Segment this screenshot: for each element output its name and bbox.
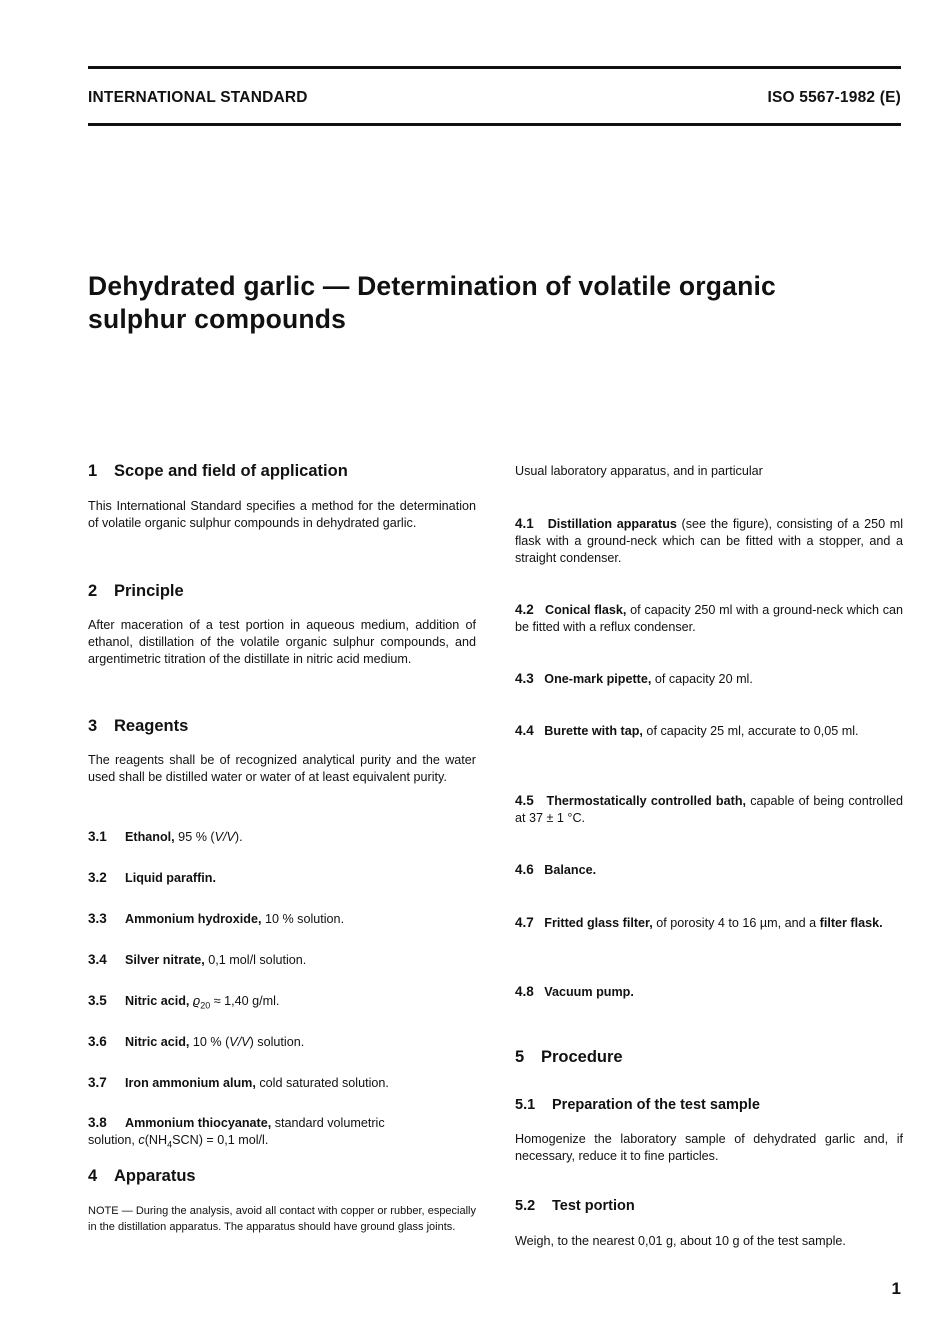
subsection-5-1-body: Homogenize the laboratory sample of dehydrated garlic and, if necessary, reduce it to fine particles. <box>515 1132 903 1163</box>
document-title <box>88 270 908 336</box>
apparatus-4-2 <box>515 601 903 636</box>
item-number: 4.7 <box>515 915 534 930</box>
item-term: Balance. <box>544 863 597 877</box>
item-text: of capacity 20 ml. <box>651 672 753 686</box>
item-number: 3.5 <box>88 993 107 1008</box>
item-text: (see the figure), consisting of a 250 ml flask with a ground-neck which can be fitted with a stopper, and a straight condenser. <box>515 517 904 565</box>
item-number: 3.7 <box>88 1075 107 1090</box>
item-term: Conical flask, <box>545 603 627 617</box>
item-tail: ) solution. <box>249 1035 305 1049</box>
item-tail: ). <box>234 830 243 844</box>
density-symbol: $ϱ_{20}$ <box>192 994 211 1011</box>
reagent-3-7 <box>88 1074 389 1092</box>
apparatus-4-3 <box>515 670 903 688</box>
section-3-heading <box>88 717 188 736</box>
section-title: Reagents <box>114 717 189 735</box>
section-title: Apparatus <box>114 1167 196 1185</box>
item-term: Liquid paraffin. <box>125 871 216 885</box>
section-title: Principle <box>114 582 184 600</box>
section-number: 4 <box>88 1167 98 1185</box>
item-text: of capacity 250 ml with a ground-neck which can be fitted with a reflux condenser. <box>515 603 903 634</box>
title-line-1: Dehydrated garlic — Determination of volatile organic <box>88 271 776 301</box>
subsection-5-2-body: Weigh, to the nearest 0,01 g, about 10 g of the test sample. <box>515 1234 846 1248</box>
item-text: 95 % ( <box>174 830 215 844</box>
item-term: One-mark pipette, <box>544 672 652 686</box>
header-left: INTERNATIONAL STANDARD <box>88 89 308 106</box>
item-term: Burette with tap, <box>544 724 643 738</box>
item-number: 4.1 <box>515 516 534 531</box>
item-term: Vacuum pump. <box>544 985 634 999</box>
subsection-title: Preparation of the test sample <box>552 1097 760 1113</box>
page-number: 1 <box>891 1279 901 1298</box>
item-text: 10 % ( <box>189 1035 230 1049</box>
item-number: 4.4 <box>515 723 534 738</box>
item-term: Fritted glass filter, <box>544 916 653 930</box>
reagent-3-1 <box>88 828 243 846</box>
subsection-5-2-heading <box>515 1198 635 1214</box>
reagent-3-5 <box>88 992 279 1015</box>
subsection-title: Test portion <box>552 1198 635 1214</box>
item-number: 3.2 <box>88 870 107 885</box>
title-line-2: sulphur compounds <box>88 304 347 334</box>
reagent-3-3 <box>88 910 344 928</box>
item-text: 10 % solution. <box>261 912 345 926</box>
item-number: 4.2 <box>515 602 534 617</box>
section-3-body: The reagents shall be of recognized analytical purity and the water used shall be distilled water or water of at least equivalent purity. <box>88 753 476 784</box>
header-right: ISO 5567-1982 (E) <box>767 89 901 106</box>
item-number: 3.1 <box>88 829 107 844</box>
item-term: Thermostatically controlled bath, <box>546 794 747 808</box>
item-italic: V/V <box>229 1035 250 1049</box>
reagent-3-6 <box>88 1033 304 1051</box>
section-1-body: This International Standard specifies a method for the determination of volatile organic sulphur compounds in dehydrated garlic. <box>88 499 476 530</box>
item-term: Ammonium hydroxide, <box>125 912 262 926</box>
apparatus-4-8 <box>515 983 903 1001</box>
item-term: Iron ammonium alum, <box>125 1076 256 1090</box>
item-text: of porosity 4 to 16 µm, and a <box>652 916 820 930</box>
section-number: 5 <box>515 1048 525 1066</box>
apparatus-4-6 <box>515 861 903 879</box>
item-number: 3.4 <box>88 952 107 967</box>
section-title: Scope and field of application <box>114 462 348 480</box>
section-5-heading <box>515 1048 623 1067</box>
item-text: of capacity 25 ml, accurate to 0,05 ml. <box>642 724 859 738</box>
item-number: 4.5 <box>515 793 534 808</box>
item-term: Silver nitrate, <box>125 953 205 967</box>
item-number: 3.6 <box>88 1034 107 1049</box>
section-title: Procedure <box>541 1048 623 1066</box>
section-number: 3 <box>88 717 98 735</box>
item-term: Nitric acid, <box>125 994 190 1008</box>
apparatus-4-5 <box>515 792 903 827</box>
section-number: 1 <box>88 462 98 480</box>
section-4-heading <box>88 1167 196 1186</box>
section-1-heading <box>88 462 348 481</box>
header-bottom-rule <box>88 123 901 126</box>
item-term: Ammonium thiocyanate, <box>125 1116 272 1130</box>
header-top-rule <box>88 66 901 69</box>
subsection-number: 5.2 <box>515 1198 536 1214</box>
section-number: 2 <box>88 582 98 600</box>
section-2-body: After maceration of a test portion in aqueous medium, addition of ethanol, distillation of the volatile organic sulphur compounds, and argentimetric titration of the distillate in nitric acid medium. <box>88 618 476 666</box>
item-italic: V/V <box>214 830 235 844</box>
apparatus-4-1 <box>515 515 903 567</box>
reagent-3-2 <box>88 869 216 887</box>
item-text: 0,1 mol/l solution. <box>204 953 307 967</box>
reagent-3-8 <box>88 1114 476 1154</box>
item-text: capable of being controlled at 37 ± 1 °C. <box>515 794 903 825</box>
item-number: 4.8 <box>515 984 534 999</box>
apparatus-note: NOTE — During the analysis, avoid all contact with copper or rubber, especially in the distillation apparatus. The apparatus should have ground glass joints. <box>88 1205 476 1233</box>
subsection-5-1-heading <box>515 1097 760 1113</box>
subsection-number: 5.1 <box>515 1097 536 1113</box>
reagent-3-4 <box>88 951 306 969</box>
apparatus-intro: Usual laboratory apparatus, and in particular <box>515 464 763 478</box>
item-number: 4.6 <box>515 862 534 877</box>
item-number: 3.8 <box>88 1115 107 1130</box>
item-term-2: filter flask. <box>819 916 883 930</box>
item-text: cold saturated solution. <box>255 1076 389 1090</box>
item-term: Ethanol, <box>125 830 175 844</box>
item-text: standard volumetric <box>271 1116 385 1130</box>
section-2-heading <box>88 582 184 601</box>
item-text: ≈ 1,40 g/ml. <box>210 994 280 1008</box>
apparatus-4-4 <box>515 722 903 740</box>
item-number: 4.3 <box>515 671 534 686</box>
item-line2: solution, $c(NH_4SCN) = 0,1$ mol/l. <box>88 1133 269 1150</box>
item-term: Nitric acid, <box>125 1035 190 1049</box>
apparatus-4-7 <box>515 914 903 932</box>
item-term: Distillation apparatus <box>547 517 677 531</box>
item-number: 3.3 <box>88 911 107 926</box>
